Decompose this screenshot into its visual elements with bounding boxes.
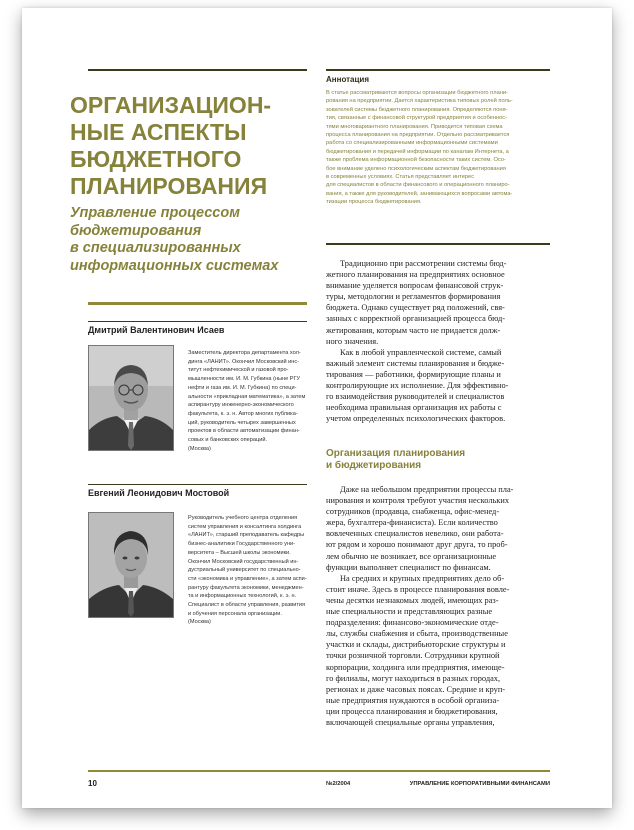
title-bottom-rule [88, 302, 307, 305]
page-number: 10 [88, 779, 97, 788]
title-line: НЫЕ АСПЕКТЫ [70, 119, 247, 145]
body-line: туры, методологии и регламентов формирования [326, 292, 501, 302]
body-line: ные специальности и представляющих разные [326, 607, 493, 617]
article-subtitle [70, 205, 305, 275]
body-line: чены десятки незнакомых людей, имеющих раз- [326, 595, 499, 605]
author-bio [188, 349, 305, 453]
bio-line: мышленности им. И. М. Губкина (ныне РГУ [188, 376, 301, 383]
bio-line: дустриальный университет по специально- [188, 567, 301, 574]
bio-line: Заместитель директора департамента хол- [188, 350, 301, 356]
author-bio [188, 514, 307, 627]
bio-line: рантуру факультета экономики, менеджмен- [188, 584, 304, 591]
bio-line: совых и банковских операций. [188, 437, 267, 444]
body-line: ные предприятия нуждаются в особой организа- [326, 695, 500, 705]
body-line: тирования — работники, формирующие планы и [326, 369, 501, 379]
subtitle-line: информационных системах [70, 257, 279, 274]
body-line: ции процесса планирования и бюджетирования, [326, 706, 498, 716]
bio-line: Окончил Московский государственный ин- [188, 558, 299, 565]
bio-line: аспирантуру инженерно-экономического [188, 402, 294, 409]
abstract-heading: Аннотация [326, 75, 369, 84]
author-portrait-image [89, 513, 173, 617]
abstract-line: процесса планирования на предприятии. Отдельно рассматривается [326, 132, 510, 139]
bio-line: нефти и газа им. И. М. Губкина) по специ- [188, 384, 297, 391]
author-photo [88, 345, 174, 451]
body-line: включающей специальные органы управления, [326, 717, 495, 727]
body-line: бюджета. Однако существует ряд положений, свя- [326, 303, 505, 313]
body-line: На средних и крупных предприятиях дело об- [340, 573, 505, 583]
body-line: го филиалы, могут находиться в разных городах, [326, 673, 501, 683]
section-heading [326, 448, 465, 471]
body-line: учетом определенных психологических факторов. [326, 414, 506, 424]
title-line: ПЛАНИРОВАНИЯ [70, 173, 268, 199]
abstract-line: В статье рассматриваются вопросы организации бюджетного плани- [326, 90, 508, 96]
abstract-line: зователей системы бюджетного планирования. Определяются поня- [326, 106, 508, 113]
bio-line: и обучения персонала организации. [188, 610, 282, 617]
body-line: необходима правильная организация их работы с [326, 403, 502, 413]
body-line: ного значения. [326, 336, 379, 346]
body-line: участки и склады, дистрибьюторские структуры и [326, 640, 506, 650]
body-line: лы, службы снабжения и сбыта, производственные [326, 629, 508, 639]
author-photo [88, 512, 174, 618]
title-top-rule [88, 69, 307, 71]
bio-line: сти «экономика и управление», а затем аспи- [188, 575, 307, 582]
author1-rule [88, 321, 307, 322]
subtitle-line: Управление процессом [70, 205, 240, 221]
abstract-line: тями многовариантного планирования. Приводится типовая схема [326, 123, 503, 130]
bio-line: систем управления и консалтинга холдинга [188, 523, 302, 530]
journal-name: УПРАВЛЕНИЕ КОРПОРАТИВНЫМИ ФИНАНСАМИ [409, 781, 550, 787]
subtitle-line: бюджетирования [70, 222, 202, 239]
body-text-intro [326, 258, 550, 424]
bio-line: ций, руководитель четырех завершенных [188, 419, 296, 426]
bio-line: верситета – Высшей школы экономики. [188, 549, 291, 556]
bio-line: титут нефтехимической и газовой про- [188, 367, 289, 374]
abstract-text [326, 89, 551, 207]
section-heading-line: и бюджетирования [326, 459, 422, 471]
author2-rule [88, 484, 307, 485]
bio-line: Специалист в области управления, развития [188, 602, 306, 609]
body-line: жера, бухгалтера-финансиста). Если количество [326, 518, 498, 528]
body-line: функции выполняет специалист по финансам. [326, 562, 491, 572]
body-line: лем обычно не возникает, все организационные [326, 551, 497, 561]
abstract-line: рования на предприятии. Дается характеристика типовых ролей поль- [326, 98, 513, 105]
body-line: Традиционно при рассмотрении системы бюд- [340, 259, 507, 268]
body-line: вовлеченных специалистов невелико, они работа- [326, 529, 504, 539]
section-heading-line: Организация планирования [326, 448, 466, 459]
article-title [70, 92, 300, 200]
body-line: занных с корректной организацией процесса бюд- [326, 314, 506, 324]
bio-line: Руководитель учебного центра отделения [188, 515, 298, 521]
body-line: нирования и контроля требуют участия нескольких [326, 496, 510, 506]
abstract-line: в современных условиях. Статья представляет интерес [326, 174, 475, 181]
bio-line: альности «прикладная математика», а затем [188, 393, 306, 400]
abstract-line: также проблема информационной безопасности таких систем. Осо- [326, 157, 506, 164]
bio-line: та и информационных технологий, к. э. н. [188, 593, 297, 600]
abstract-line: бюджетирования и передачей информации по каналам Интернета, а [326, 148, 509, 155]
body-line: корпорации, холдинга или предприятия, имеюще- [326, 662, 505, 672]
abstract-bottom-rule [326, 243, 550, 245]
abstract-line: тия, связанные с финансовой структурой предприятия и особеннос- [326, 115, 508, 122]
bio-line: бизнес-аналитики Государственного уни- [188, 541, 296, 548]
author-name: Дмитрий Валентинович Исаев [88, 325, 225, 335]
abstract-line: вания, а также для руководителей, занимающихся вопросами автома- [326, 190, 513, 197]
body-text-section [326, 484, 550, 728]
body-line: точки розничной торговли. Сотрудники крупной [326, 651, 500, 661]
author-name: Евгений Леонидович Мостовой [88, 488, 230, 498]
title-line: ОРГАНИЗАЦИОН- [70, 92, 272, 118]
body-line: стоит иначе. Здесь в процессе планирования вовле- [326, 584, 510, 594]
body-line: ют рядом и хорошо понимают друг друга, то проб- [326, 540, 508, 550]
bio-line: (Москва) [188, 445, 211, 452]
body-line: жетирования, которым часто не придается долж- [326, 325, 501, 335]
abstract-line: тизации процесса бюджетирования. [326, 199, 422, 206]
body-line: регионах и даже часовых поясах. Средние и круп- [326, 684, 506, 694]
abstract-top-rule [326, 69, 550, 71]
abstract-line: для специалистов в области финансового и операционного планиро- [326, 182, 510, 189]
body-line: Даже на небольшом предприятии процессы пла- [340, 485, 514, 494]
body-line: го взаимодействия руководителей и специалистов [326, 392, 505, 402]
footer-rule [88, 770, 550, 772]
bio-line: динга «ЛАНИТ». Окончил Московский инс- [188, 358, 300, 365]
abstract-line: работа со специализированными информационными системами [326, 140, 498, 147]
body-line: внимание уделяется вопросам финансовой струк- [326, 281, 504, 291]
abstract-line: бое внимание уделено психологическим аспектам бюджетирования [326, 165, 506, 172]
issue-number: №2/2004 [326, 781, 351, 787]
body-line: контролирующие их исполнение. Для эффективно- [326, 381, 509, 391]
subtitle-line: в специализированных [70, 240, 241, 256]
body-line: подразделения: финансово-экономические отде- [326, 618, 499, 628]
body-line: важный элемент системы планирования и бюдже- [326, 358, 505, 368]
title-line: БЮДЖЕТНОГО [70, 146, 242, 172]
bio-line: (Москва) [188, 619, 211, 626]
bio-line: «ЛАНИТ», старший преподаватель кафедры [188, 532, 305, 539]
body-line: Как в любой управленческой системе, самый [340, 347, 502, 357]
bio-line: факультета, к. э. н. Автор многих публика- [188, 410, 298, 417]
author-portrait-image [89, 346, 173, 450]
body-line: жетного планирования на предприятиях основное [326, 270, 505, 280]
body-line: сотрудников (продавца, снабженца, офис-менед- [326, 507, 500, 517]
bio-line: проектов в области автоматизации финан- [188, 428, 300, 435]
